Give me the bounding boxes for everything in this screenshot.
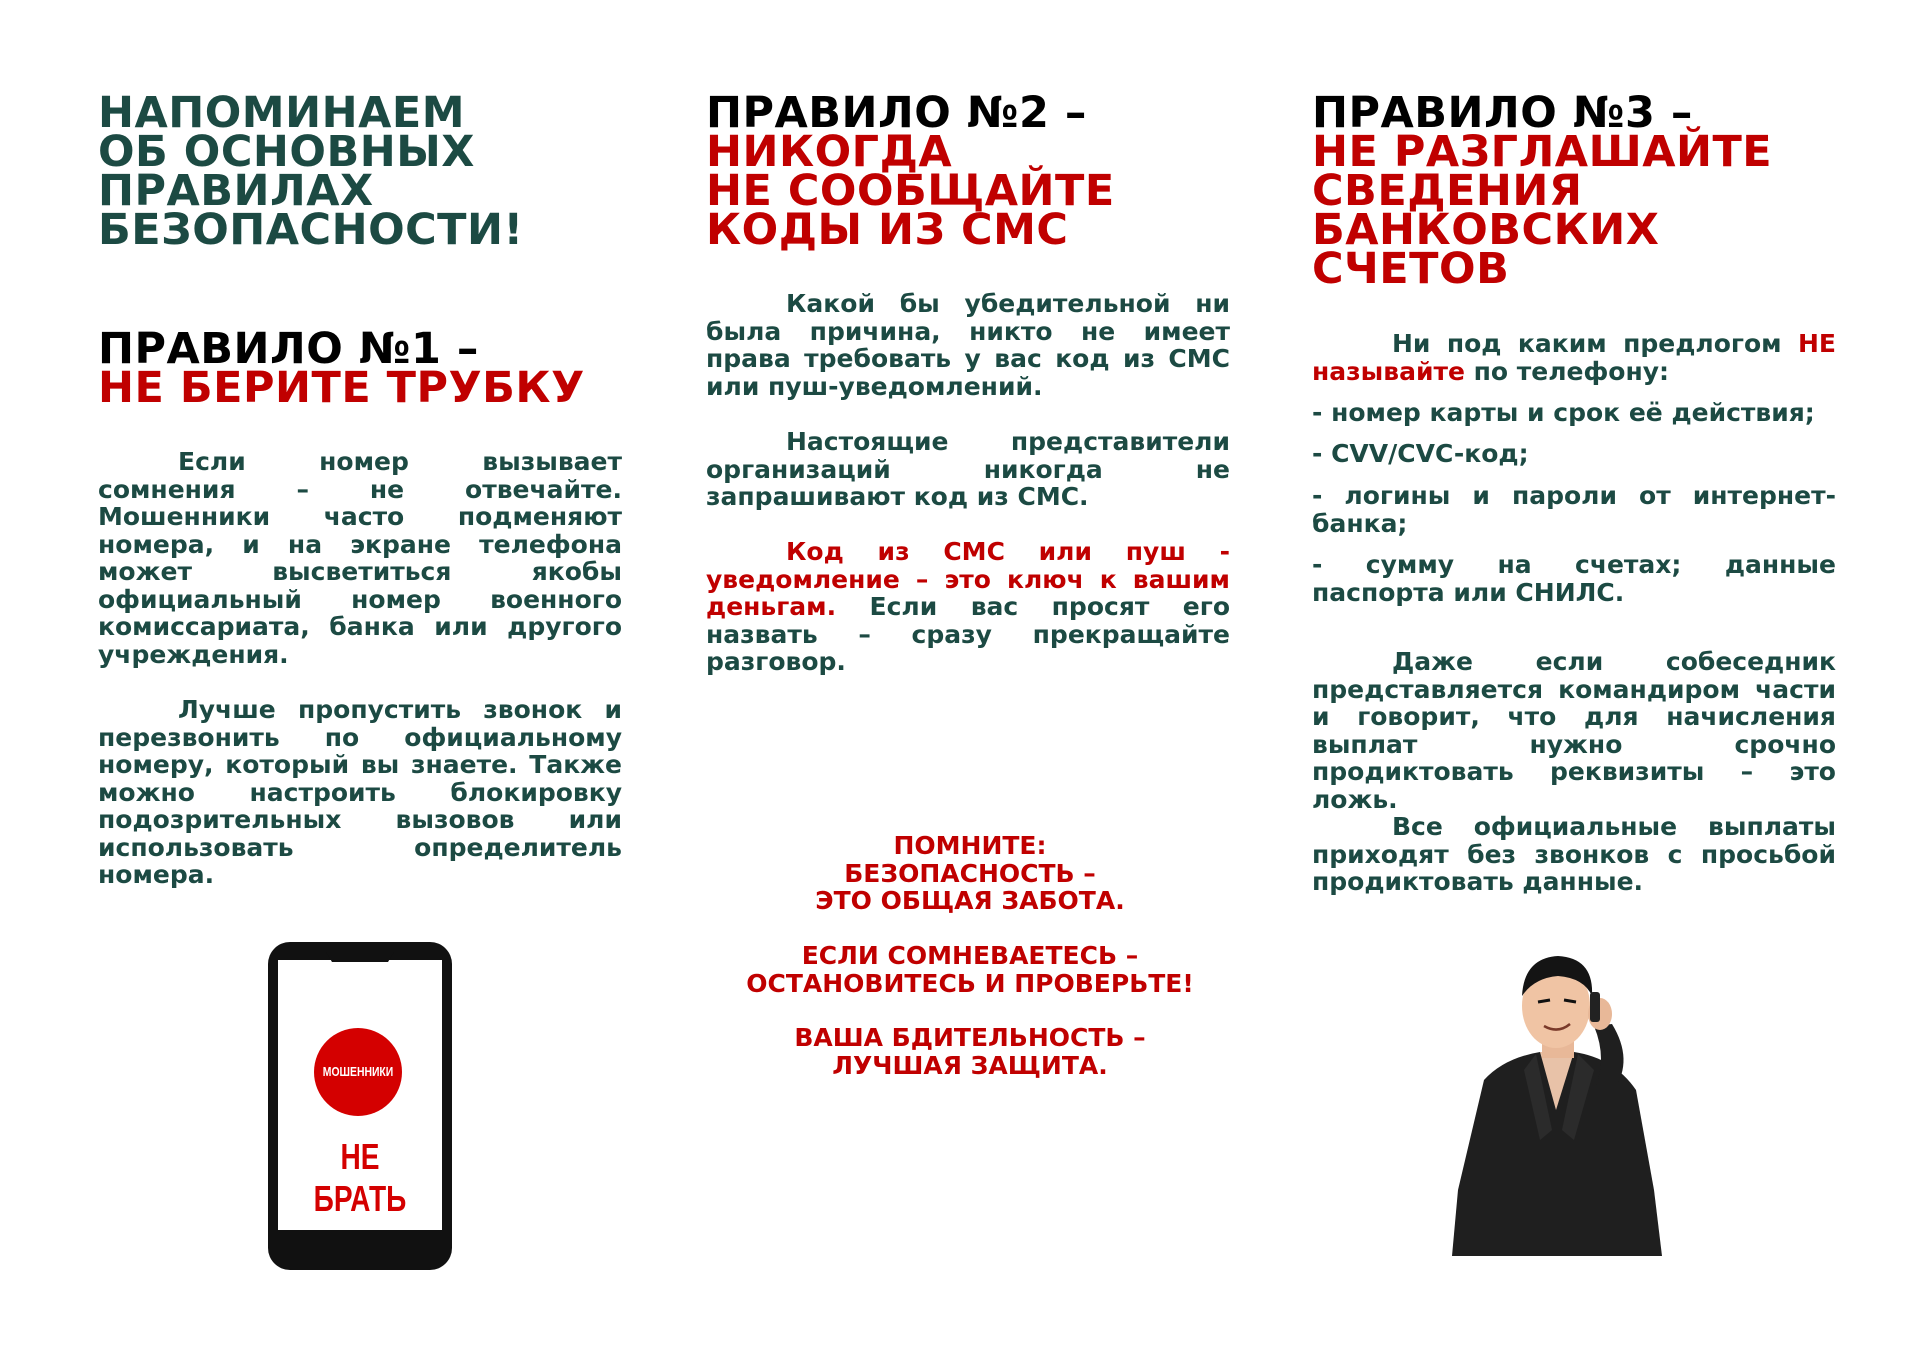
rule-3-title: ПРАВИЛО №3 – [1312,88,1693,138]
rule-2-paragraph-1: Какой бы убедительной ни была причина, никто не имеет права требовать у вас код из СМС или пуш-уведомлений. [706,289,1230,401]
reminder-block [700,832,1240,915]
rule-1-subtitle: НЕ БЕРИТЕ ТРУБКУ [98,363,585,413]
intro-text: по телефону: [1464,356,1670,386]
scammer-illustration [1444,940,1670,1256]
vigilance-line: ЛУЧШАЯ ЗАЩИТА. [832,1050,1108,1080]
reminder-line: БЕЗОПАСНОСТЬ – [844,858,1096,888]
vigilance-block [700,1024,1240,1079]
phone-illustration [266,940,454,1272]
rule-1-heading [98,324,658,413]
rule-3-subtitle-line: БАНКОВСКИХ [1312,205,1660,255]
rule-2-paragraph-3 [706,538,1230,676]
rule-1-title: ПРАВИЛО №1 – [98,324,479,374]
phone-badge-text: МОШЕННИКИ [322,1064,394,1079]
list-item: - номер карты и срок её действия; [1312,398,1815,427]
rule-2-paragraph-2: Настоящие представители организаций никогда не запрашивают код из СМС. [706,427,1230,511]
rule-3-subtitle-line: СВЕДЕНИЯ [1312,166,1583,216]
reminder-line: ЭТО ОБЩАЯ ЗАБОТА. [815,886,1125,915]
sms-stop-advice: Если вас просят его назвать – сразу прекращайте разговор. [706,592,1230,676]
phone-icon [266,940,454,1272]
list-item: - CVV/CVC-код; [1312,439,1529,468]
intro-warning: НЕ называйте [1312,329,1836,386]
rule-1-paragraph-2: Лучше пропустить звонок и перезвонить по официальному номеру, который вы знаете. Также можно настроить блокировку подозрительных вызовов или использовать определитель номера. [98,695,622,889]
rule-3-subtitle-line: НЕ РАЗГЛАШАЙТЕ [1312,127,1773,177]
doubt-line: ОСТАНОВИТЕСЬ И ПРОВЕРЬТЕ! [746,968,1194,998]
doubt-block [700,942,1240,997]
list-item: - логины и пароли от интернет-банка; [1312,481,1836,538]
rule-2-heading [706,88,1266,255]
vigilance-line: ВАША БДИТЕЛЬНОСТЬ – [794,1023,1146,1052]
rule-2-subtitle-line: НИКОГДА [706,127,953,177]
doubt-line: ЕСЛИ СОМНЕВАЕТЕСЬ – [801,941,1139,970]
intro-title-line: ПРАВИЛАХ [98,166,374,216]
rule-2-title: ПРАВИЛО №2 – [706,88,1087,138]
rule-3-paragraph-2: Все официальные выплаты приходят без звонков с просьбой продиктовать данные. [1312,812,1836,896]
rule-2-subtitle-line: КОДЫ ИЗ СМС [706,205,1069,255]
man-on-phone-icon [1444,940,1670,1256]
intro-title-line: ОБ ОСНОВНЫХ [98,127,475,177]
rule-1-paragraph-1: Если номер вызывает сомнения – не отвечайте. Мошенники часто подменяют номера, и на экране телефона может высветиться якобы официальный номер военного комиссариата, банка или другого учреждения. [98,447,622,669]
intro-title [98,88,658,255]
intro-title-line: БЕЗОПАСНОСТИ! [98,205,524,255]
rule-3-paragraph-1: Даже если собеседник представляется командиром части и говорит, что для начисления выплат нужно срочно продиктовать реквизиты – это ложь. [1312,647,1836,814]
intro-text: Ни под каким предлогом [1392,329,1798,358]
intro-title-line: НАПОМИНАЕМ [98,88,466,138]
phone-warning-text: НЕ БРАТЬ [313,1136,407,1219]
rule-3-heading [1312,88,1872,294]
rule-3-subtitle-line: СЧЕТОВ [1312,244,1510,294]
rule-3-intro [1312,330,1836,385]
list-item: - сумму на счетах; данные паспорта или СНИЛС. [1312,550,1836,607]
reminder-line: ПОМНИТЕ: [893,831,1047,860]
sms-key-warning: Код из СМС или пуш - уведомление – это ключ к вашим деньгам. [706,537,1230,621]
rule-2-subtitle-line: НЕ СООБЩАЙТЕ [706,166,1115,216]
